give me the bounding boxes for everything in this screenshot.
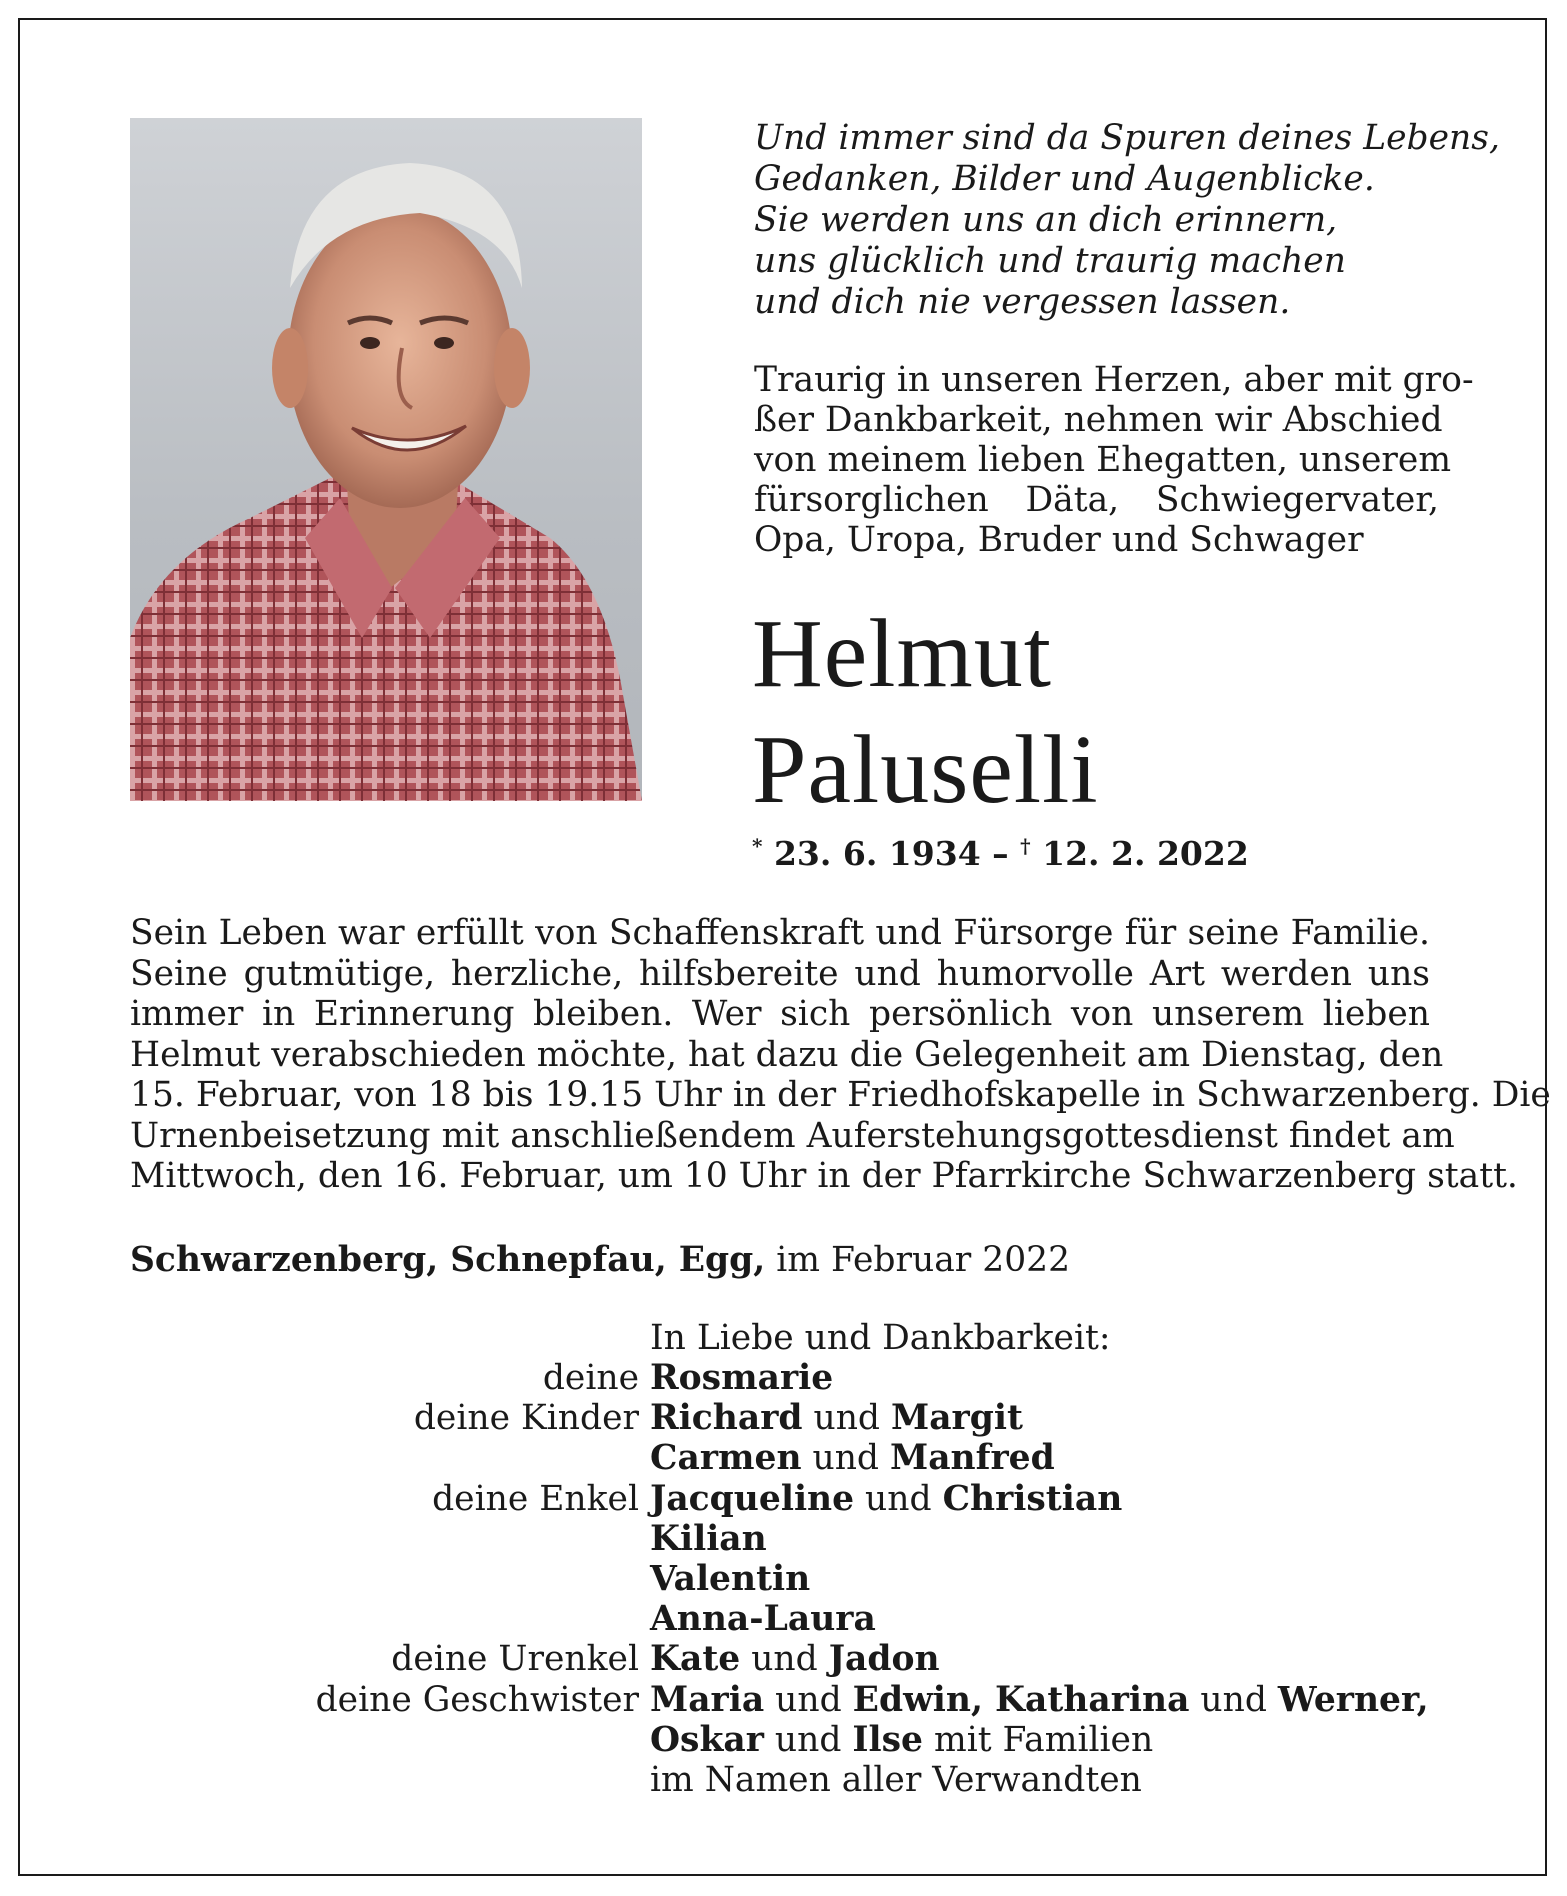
family-name: Christian [942,1478,1123,1519]
month-year: im Februar 2022 [765,1240,1071,1280]
intro-line: von meinem lieben Ehegatten, unserem [754,440,1452,480]
family-row [0,1438,1567,1478]
intro-line: ßer Dankbarkeit, nehmen wir Abschied [754,400,1443,440]
family-name: Kilian [650,1518,767,1559]
first-name: Helmut [752,600,1052,708]
family-name: Kate [650,1639,741,1680]
portrait-photo [130,118,642,801]
family-name: Jacqueline [650,1478,855,1519]
joiner: und [801,1438,890,1479]
family-list [0,1358,1567,1800]
death-symbol: † [1020,834,1031,858]
last-name: Paluselli [752,716,1099,824]
date-separator: – [992,834,1009,873]
deceased-name [752,596,1099,828]
family-name: Carmen [650,1438,802,1479]
closing-line: im Namen aller Verwandten [650,1759,1142,1800]
intro-line: fürsorglichen Däta, Schwiegervater, [754,480,1439,520]
family-name: Oskar [650,1719,764,1760]
joiner: mit Familien [923,1719,1154,1760]
family-name: Maria [650,1679,765,1720]
family-name: Valentin [650,1558,811,1599]
family-row [0,1358,1567,1398]
intro-line: Traurig in unseren Herzen, aber mit gro- [754,360,1474,400]
family-name: Jadon [828,1639,940,1680]
joiner: und [764,1679,853,1720]
family-name: Margit [891,1398,1023,1439]
family-name: Manfred [890,1438,1055,1479]
poem-line: und dich nie vergessen lassen. [754,282,1291,322]
intro-paragraph [754,360,1474,560]
relation-label: deine Kinder [413,1398,639,1439]
poem-line: Und immer sind da Spuren deines Lebens, [754,118,1500,158]
birth-symbol: * [752,834,763,858]
birth-date: 23. 6. 1934 [773,834,981,873]
poem-line: uns glücklich und traurig machen [754,241,1346,281]
intro-line: Opa, Uropa, Bruder und Schwager [754,520,1364,560]
family-row [0,1720,1567,1760]
family-row [0,1559,1567,1599]
family-row [0,1760,1567,1800]
family-name: Ilse [852,1719,924,1760]
family-row [0,1479,1567,1519]
relation-label: deine Urenkel [391,1639,639,1680]
joiner: und [802,1398,891,1439]
death-date: 12. 2. 2022 [1042,834,1249,873]
place-date-line [130,1240,1070,1280]
relation-label: deine [542,1358,639,1398]
places: Schwarzenberg, Schnepfau, Egg, [130,1240,766,1280]
signoff: In Liebe und Dankbarkeit: [650,1318,1111,1358]
body-line: Mittwoch, den 16. Februar, um 10 Uhr in der Pfarrkirche Schwarzenberg statt. [130,1156,1518,1196]
family-name: Werner, [1277,1679,1429,1720]
body-line: 15. Februar, von 18 bis 19.15 Uhr in der Friedhofskapelle in Schwarzenberg. Die [130,1075,1551,1115]
memorial-poem [754,118,1500,323]
life-dates [752,834,1249,873]
family-name: Richard [650,1398,803,1439]
relation-label: deine Enkel [432,1478,639,1519]
poem-line: Sie werden uns an dich erinnern, [754,200,1338,240]
body-line: Seine gutmütige, herzliche, hilfsbereite und humorvolle Art werden uns [130,953,1430,994]
main-paragraph [130,913,1551,1197]
relation-label: deine Geschwister [315,1679,639,1720]
joiner: und [1189,1679,1278,1720]
family-name: Rosmarie [650,1358,834,1398]
joiner: und [854,1478,943,1519]
body-line: Sein Leben war erfüllt von Schaffenskraft und Fürsorge für seine Familie. [130,913,1430,953]
family-row [0,1398,1567,1438]
body-line: Urnenbeisetzung mit anschließendem Auferstehungsgottesdienst findet am [130,1115,1455,1156]
poem-line: Gedanken, Bilder und Augenblicke. [754,159,1375,199]
family-name: Edwin, Katharina [852,1679,1190,1720]
body-line: immer in Erinnerung bleiben. Wer sich persönlich von unserem lieben [130,994,1430,1034]
family-name: Anna-Laura [650,1599,876,1640]
joiner: und [740,1639,829,1680]
family-row [0,1639,1567,1679]
joiner: und [763,1719,853,1760]
family-row [0,1680,1567,1720]
body-line: Helmut verabschieden möchte, hat dazu die Gelegenheit am Dienstag, den [130,1034,1444,1075]
family-row [0,1519,1567,1559]
family-row [0,1599,1567,1639]
